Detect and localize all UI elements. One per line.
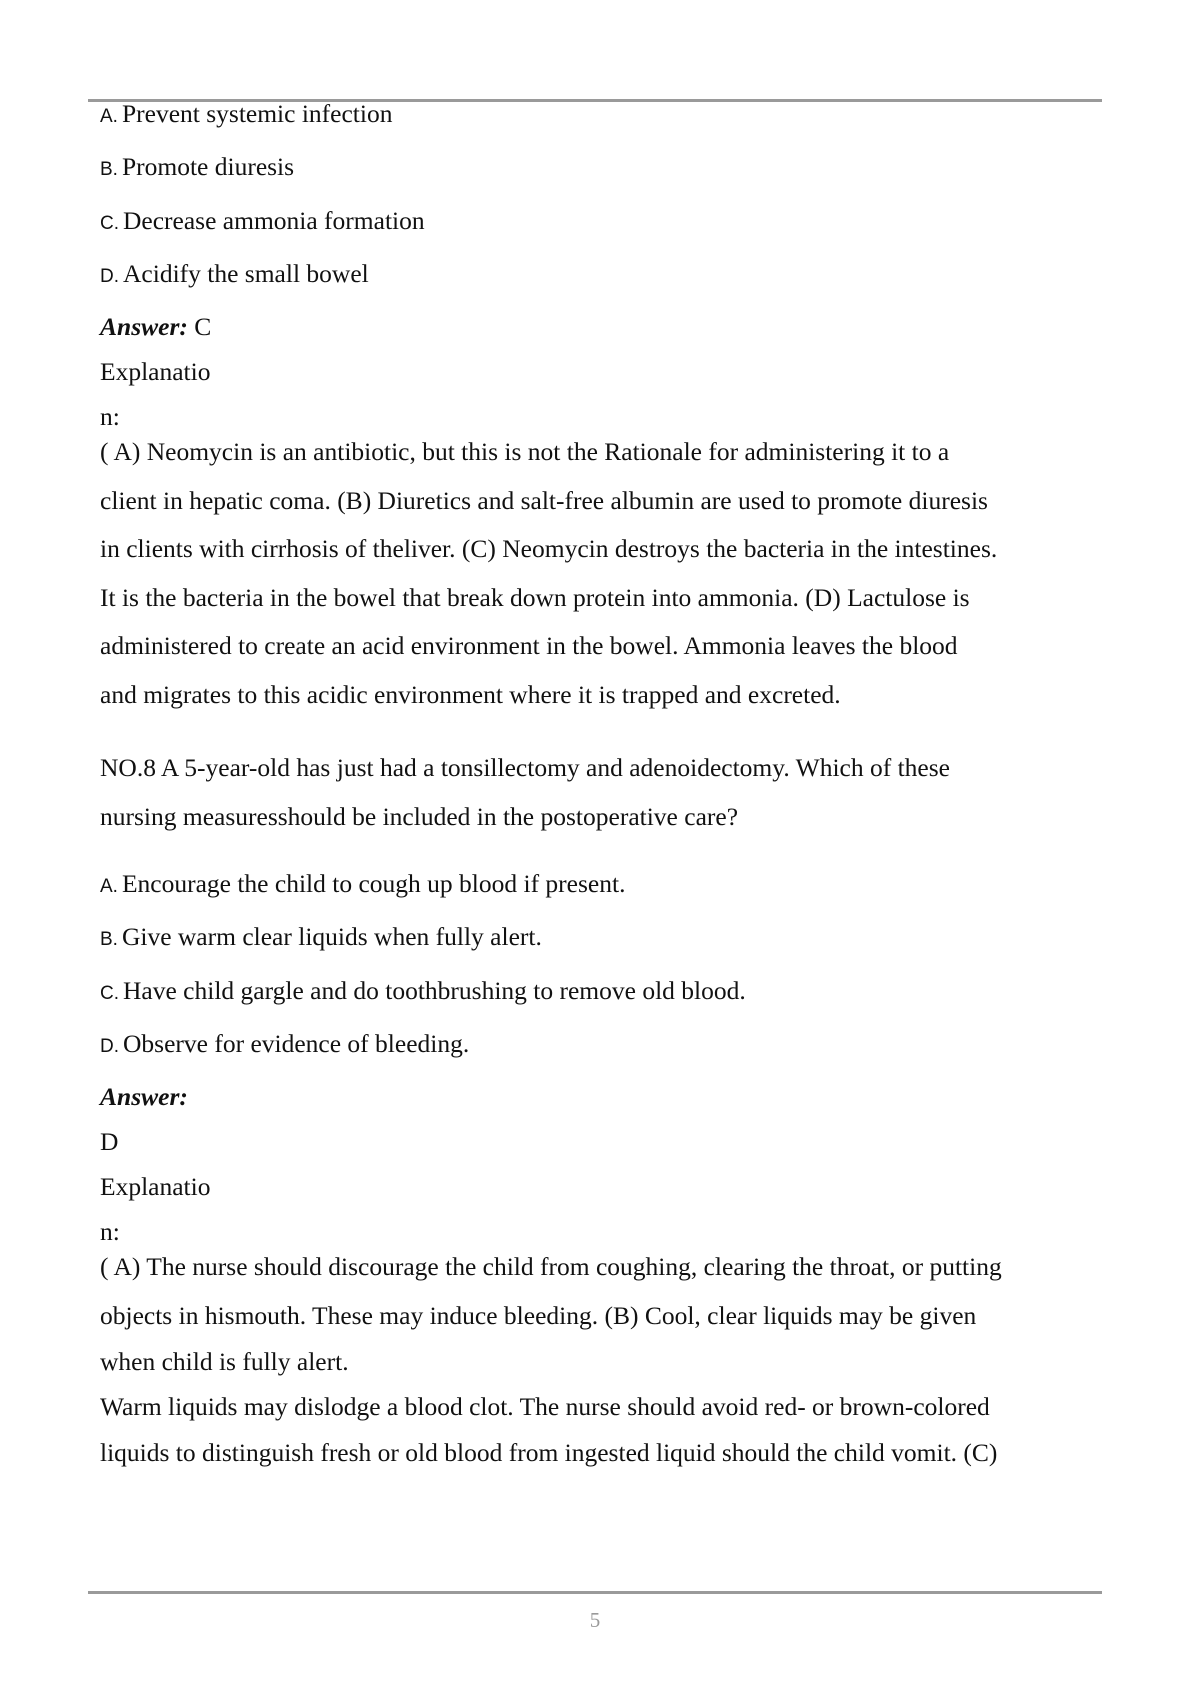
q8-option-c [100,974,746,1011]
q7-option-b [100,150,294,187]
q7-answer [100,310,211,344]
q8-option-a [100,867,625,904]
q7-explanation [100,428,997,719]
option-text: Observe for evidence of bleeding. [123,1029,470,1058]
option-letter: A. [100,106,118,127]
explanation-line: ( A) The nurse should discourage the child from coughing, clearing the throat, or putting [100,1252,1002,1281]
explanation-line: liquids to distinguish fresh or old blood from ingested liquid should the child vomit. (C) [100,1438,998,1467]
q7-explanation-label-2: n: [100,402,120,431]
question-line: NO.8 A 5-year-old has just had a tonsillectomy and adenoidectomy. Which of these [100,753,950,782]
q8-question [100,744,950,841]
answer-label: Answer: [100,312,188,341]
answer-label: Answer: [100,1082,188,1111]
explanation-line: client in hepatic coma. (B) Diuretics and salt-free albumin are used to promote diuresis [100,485,988,515]
explanation-line: ( A) Neomycin is an antibiotic, but this is not the Rationale for administering it to a [100,437,950,466]
option-letter: D. [100,1036,119,1057]
q8-answer-value: D [100,1127,119,1156]
option-text: Prevent systemic infection [121,99,393,128]
q8-option-d [100,1027,469,1064]
option-letter: D. [100,266,119,287]
q7-option-a [100,97,392,134]
option-text: Encourage the child to cough up blood if present. [121,869,626,898]
option-letter: B. [100,929,118,950]
option-letter: C. [100,983,119,1004]
page-number: 5 [589,1608,601,1632]
option-letter: C. [100,213,119,234]
q8-option-b [100,920,542,957]
option-text: Acidify the small bowel [123,259,369,288]
answer-value: C [194,312,212,341]
q8-answer-label [100,1080,188,1114]
footer-rule [88,1591,1102,1594]
explanation-line: when child is fully alert. [100,1347,349,1376]
q8-explanation-label-1: Explanatio [100,1172,211,1201]
q7-explanation-label-1: Explanatio [100,357,211,386]
question-line: nursing measuresshould be included in the postoperative care? [100,801,739,831]
option-text: Have child gargle and do toothbrushing to remove old blood. [123,976,746,1005]
explanation-line: It is the bacteria in the bowel that break down protein into ammonia. (D) Lactulose is [100,582,970,612]
q8-explanation-label-2: n: [100,1217,120,1246]
q8-explanation [100,1243,1002,1476]
option-letter: B. [100,159,118,180]
option-text: Decrease ammonia formation [123,206,425,235]
option-letter: A. [100,876,118,897]
option-text: Promote diuresis [121,152,295,181]
explanation-line: Warm liquids may dislodge a blood clot. The nurse should avoid red- or brown-colored [100,1392,990,1421]
q7-option-c [100,204,425,241]
explanation-line: administered to create an acid environment in the bowel. Ammonia leaves the blood [100,631,958,660]
explanation-line: and migrates to this acidic environment where it is trapped and excreted. [100,679,841,709]
q7-option-d [100,257,369,294]
option-text: Give warm clear liquids when fully alert. [121,922,542,951]
explanation-line: in clients with cirrhosis of theliver. (C) Neomycin destroys the bacteria in the intestines. [100,534,998,563]
explanation-line: objects in hismouth. These may induce bleeding. (B) Cool, clear liquids may be given [100,1300,977,1330]
